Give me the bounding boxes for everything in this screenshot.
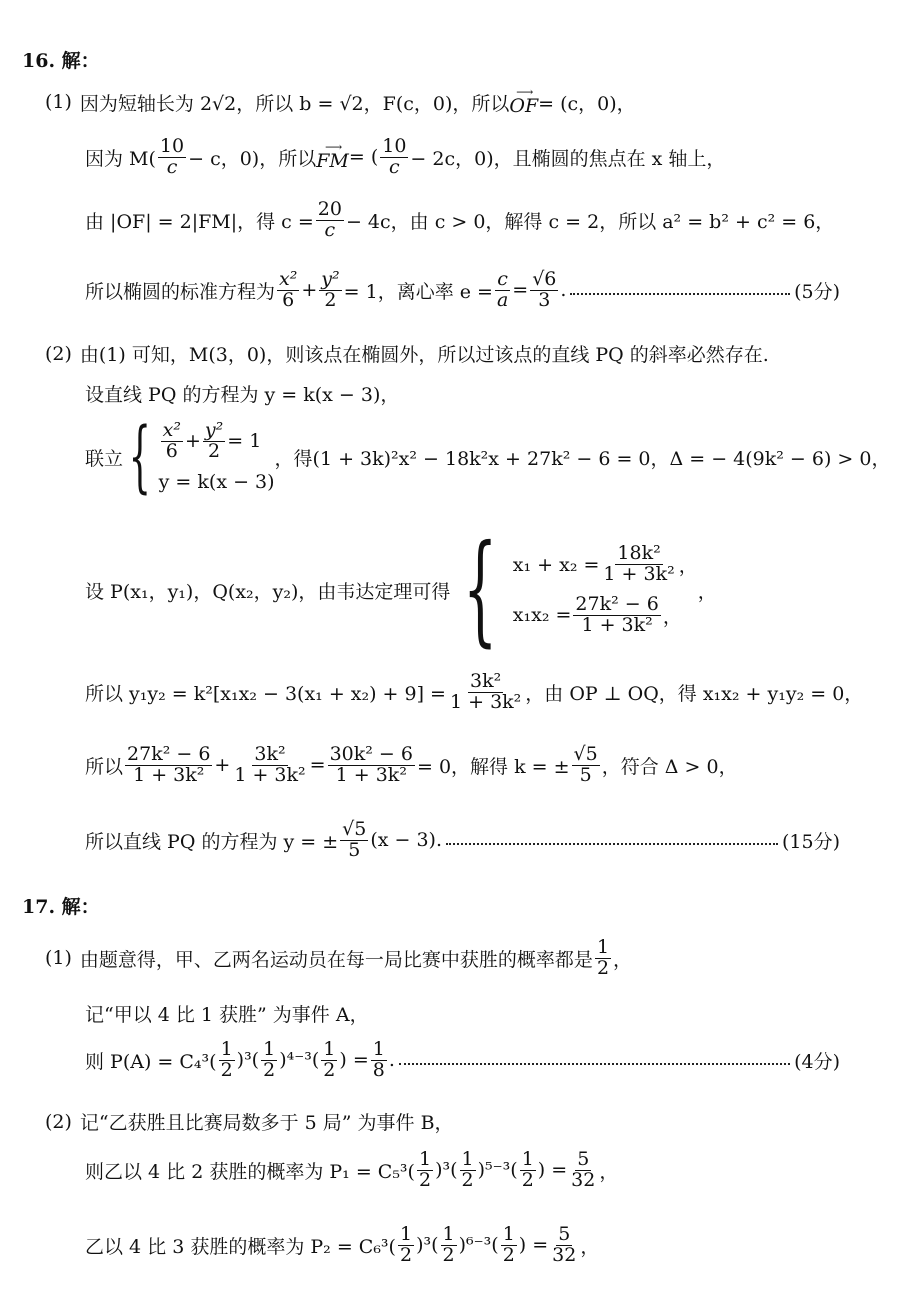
- fraction-10-over-c-2: $\frac{10}{c}$: [382, 135, 407, 178]
- q16-l2-text-d: − 2c，0)，且椭圆的焦点在 x 轴上，: [410, 147, 726, 170]
- fraction-sqrt6-over-3: $\frac{√6}{3}$: [532, 268, 557, 311]
- fraction-20-over-c: $\frac{20}{c}$: [317, 198, 342, 241]
- equation-system: $\frac{\text{x²}}{6}$ + $\frac{\text{y²}}{2}$ = 1 y = k(x − 3): [158, 418, 275, 494]
- fraction-c-over-a: $\frac{c}{a}$: [496, 268, 509, 311]
- q16-l10-text-b: = 0，解得 k = ±: [416, 755, 570, 778]
- q17-part2-label: (2): [45, 1110, 72, 1133]
- q16-part2-label: (2): [45, 342, 72, 365]
- fraction-1-over-8: $\frac{1}{8}$: [372, 1038, 385, 1081]
- q16-l11-text-a: 所以直线 PQ 的方程为 y = ±: [85, 830, 339, 853]
- dotted-leader: [570, 293, 790, 295]
- fraction-y2-over-2-sys: $\frac{\text{y²}}{2}$: [204, 418, 224, 462]
- fraction-27k2-6-b: $\frac{\text{27k² − 6}}{\text{1 + 3k²}}$: [127, 743, 211, 786]
- fraction-5-over-32-b: $\frac{5}{32}$: [552, 1223, 577, 1266]
- q16-part1-line4: 所以椭圆的标准方程为 $\frac{\text{x²}}{6}$ + $\frac{\text{y²}}{2}$ = 1，离心率 e = $\frac{c}{a}$ = $\frac{√6}{3}$ . (5分): [85, 268, 840, 311]
- q17-l5-text-a: 则乙以 4 比 2 获胜的概率为 P₁ = C₅³(: [85, 1160, 415, 1183]
- q16-l4-text-a: 所以椭圆的标准方程为: [85, 280, 276, 303]
- q16-part1-line2: [85, 137, 725, 178]
- fraction-half-4: $\frac{1}{2}$: [418, 1148, 432, 1191]
- q16-part2-y1y2: [85, 672, 863, 713]
- q17-part2-line2: 则乙以 4 比 2 获胜的概率为 P₁ = C₅³( $\frac{1}{2}$ )³( $\frac{1}{2}$ )⁵⁻³( $\frac{1}{2}$ ) = $\frac{5}{32}$ ，: [85, 1148, 619, 1191]
- q17-l4-text: 记“乙获胜且比赛局数多于 5 局” 为事件 B，: [79, 1112, 454, 1134]
- q17-score-4: (4分): [794, 1050, 840, 1073]
- q16-part1-label: (1): [45, 91, 72, 113]
- q17-part1-label: (1): [45, 947, 72, 970]
- fraction-half-9: $\frac{1}{2}$: [502, 1223, 515, 1266]
- q17-l1-text-a: 由题意得，甲、乙两名运动员在每一局比赛中获胜的概率都是: [79, 948, 593, 971]
- fraction-3k2: $\frac{\text{3k²}}{\text{1 + 3k²}}$: [449, 670, 522, 713]
- vector-arrow-icon: ⟶: [516, 85, 532, 99]
- fraction-half-8: $\frac{1}{2}$: [442, 1223, 455, 1266]
- vieta-system: x₁ + x₂ = $\frac{\text{18k²}}{\text{1 + 3k²}}$ ， x₁x₂ = $\frac{\text{27k² − 6}}{\text{1 + 3k²}}$ ，: [512, 542, 698, 636]
- fraction-x2-over-6-sys: $\frac{\text{x²}}{6}$: [162, 418, 181, 462]
- q16-l8-text-a: 设 P(x₁，y₁)，Q(x₂，y₂)，由韦达定理可得: [85, 580, 451, 603]
- q16-l11-text-b: (x − 3).: [370, 829, 443, 852]
- q17-part2-line1: [45, 1108, 454, 1135]
- q17-part2-line3: 乙以 4 比 3 获胜的概率为 P₂ = C₆³( $\frac{1}{2}$ )³( $\frac{1}{2}$ )⁶⁻³( $\frac{1}{2}$ ) = $\frac{5}{32}$ ，: [85, 1223, 600, 1266]
- equation-line-2: y = k(x − 3): [158, 471, 275, 494]
- fraction-x2-over-6: $\frac{\text{x²}}{6}$: [279, 268, 298, 311]
- q16-l9-text-b: ，由 OP ⊥ OQ，得 x₁x₂ + y₁y₂ = 0，: [525, 682, 864, 705]
- fraction-half-7: $\frac{1}{2}$: [399, 1223, 413, 1266]
- vector-of: ⟶ OF: [509, 85, 539, 117]
- fraction-half: $\frac{1}{2}$: [596, 936, 610, 979]
- q16-l4-text-b: = 1，离心率 e =: [343, 280, 493, 303]
- q16-l10-text-a: 所以: [85, 755, 124, 778]
- fraction-y2-over-2: $\frac{\text{y²}}{2}$: [321, 268, 340, 311]
- fraction-half-6: $\frac{1}{2}$: [521, 1148, 534, 1191]
- q16-l3-text-a: 由 |OF| = 2|FM|，得 c =: [85, 210, 314, 233]
- fraction-sqrt5-over-5-b: $\frac{√5}{5}$: [342, 818, 367, 861]
- q16-part2-result: [85, 820, 840, 861]
- q16-l5-text: 由(1) 可知，M(3，0)，则该点在椭圆外，所以过该点的直线 PQ 的斜率必然存在.: [79, 344, 769, 366]
- q16-part1-line3: [85, 200, 834, 241]
- fraction-18k2: $\frac{\text{18k²}}{\text{1 + 3k²}}$: [603, 542, 675, 586]
- fraction-half-5: $\frac{1}{2}$: [461, 1148, 474, 1191]
- q16-l2-text-a: 因为 M(: [85, 147, 156, 170]
- q17-part1-line2: 记“甲以 4 比 1 获胜” 为事件 A，: [85, 1004, 369, 1026]
- q16-l7-text-b: ，得(1 + 3k)²x² − 18k²x + 27k² − 6 = 0，Δ = − 4(9k² − 6) > 0，: [274, 447, 891, 470]
- fraction-3k2-b: $\frac{\text{3k²}}{\text{1 + 3k²}}$: [234, 743, 306, 786]
- q16-part2-line2: 设直线 PQ 的方程为 y = k(x − 3)，: [85, 384, 400, 406]
- q16-heading: 16. 解：: [22, 50, 100, 72]
- q16-l9-text-a: 所以 y₁y₂ = k²[x₁x₂ − 3(x₁ + x₂) + 9] =: [85, 682, 446, 705]
- q16-l1-text-b: = (c，0)，: [538, 92, 636, 115]
- q16-part2-line1: [45, 340, 769, 367]
- q16-part2-system: [85, 412, 891, 502]
- dotted-leader: [446, 843, 778, 845]
- q17-heading: 17. 解：: [22, 896, 100, 918]
- q16-l10-text-c: ，符合 Δ > 0，: [601, 755, 738, 778]
- q17-part1-line3: 则 P(A) = C₄³( $\frac{1}{2}$ )³( $\frac{1}{2}$ )⁴⁻³( $\frac{1}{2}$ ) = $\frac{1}{8}$ . (4分): [85, 1038, 840, 1081]
- vector-arrow-icon: ⟶: [324, 140, 341, 155]
- fraction-30k2-6: $\frac{\text{30k² − 6}}{\text{1 + 3k²}}$: [329, 743, 413, 786]
- fraction-half-2: $\frac{1}{2}$: [263, 1038, 276, 1081]
- fraction-sqrt5-over-5: $\frac{√5}{5}$: [573, 743, 598, 786]
- fraction-half-1: $\frac{1}{2}$: [220, 1038, 233, 1081]
- fraction-10-over-c: $\frac{10}{c}$: [159, 135, 185, 178]
- left-brace-icon: {: [463, 520, 498, 659]
- left-brace-icon: {: [128, 412, 152, 502]
- dotted-leader: [399, 1063, 790, 1065]
- q16-part2-vieta: 设 P(x₁，y₁)，Q(x₂，y₂)，由韦达定理可得 { x₁ + x₂ = $\frac{\text{18k²}}{\text{1 + 3k²}}$ ， x₁x₂ = $\frac{\text{27k² − 6}}{\text{1 + 3k²}}$ ， ，: [85, 520, 717, 659]
- q16-part1-line1: [45, 85, 636, 117]
- q16-part2-solve: 所以 $\frac{\text{27k² − 6}}{\text{1 + 3k²}}$ + $\frac{\text{3k²}}{\text{1 + 3k²}}$ = $\frac{\text{30k² − 6}}{\text{1 + 3k²}}$ = 0，解得 k = ± $\frac{√5}{5}$ ，符合 Δ > 0，: [85, 743, 738, 786]
- q16-l7-text-a: 联立: [85, 447, 124, 470]
- fraction-5-over-32: $\frac{5}{32}$: [571, 1148, 596, 1191]
- q16-l1-text-a: 因为短轴长为 2√2，所以 b = √2，F(c，0)，所以: [79, 92, 510, 115]
- fraction-half-3: $\frac{1}{2}$: [323, 1038, 336, 1081]
- q17-part1-line1: (1) 由题意得，甲、乙两名运动员在每一局比赛中获胜的概率都是 $\frac{1}{2}$ ，: [45, 936, 633, 979]
- q16-l3-text-b: − 4c，由 c > 0，解得 c = 2，所以 a² = b² + c² = 6，: [345, 210, 835, 233]
- q16-score-15: (15分): [781, 830, 840, 853]
- q16-l2-text-b: − c，0)，所以: [188, 147, 317, 170]
- fraction-27k2-6: $\frac{\text{27k² − 6}}{\text{1 + 3k²}}$: [575, 593, 659, 636]
- q16-score-5: (5分): [794, 280, 840, 303]
- q16-l2-text-c: = (: [348, 146, 379, 169]
- q17-l3-text-a: 则 P(A) = C₄³(: [85, 1050, 217, 1073]
- vector-fm: ⟶ FM: [316, 140, 349, 173]
- q17-l6-text-a: 乙以 4 比 3 获胜的概率为 P₂ = C₆³(: [85, 1235, 396, 1258]
